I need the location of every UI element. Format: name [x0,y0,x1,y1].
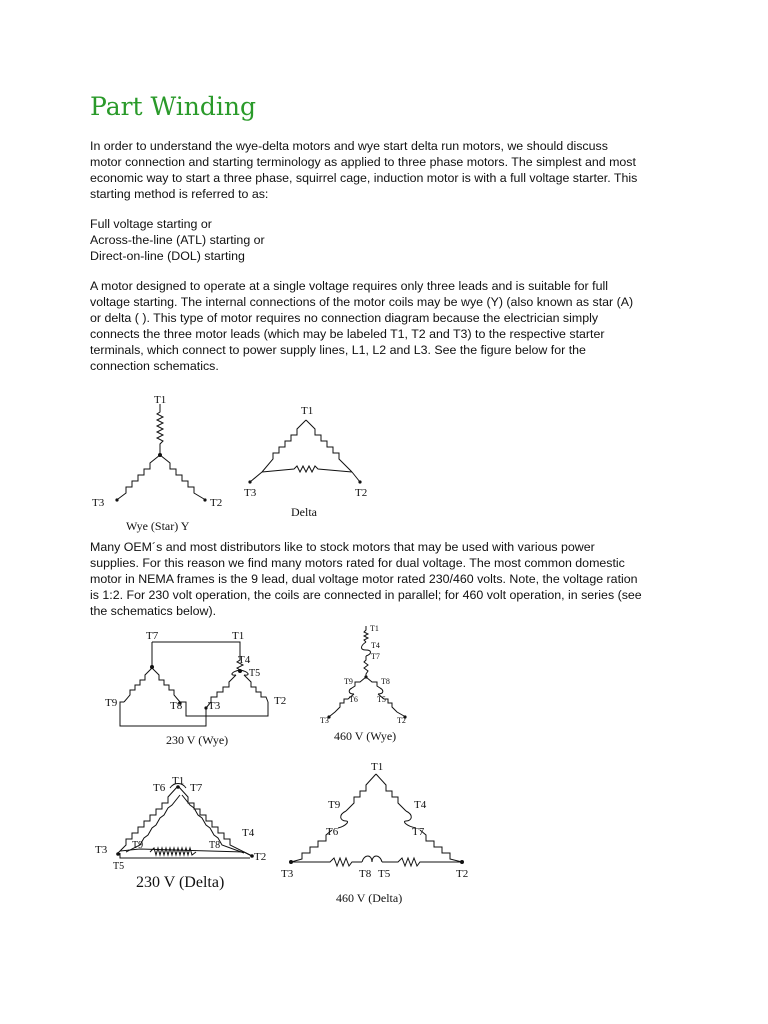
page-title: Part Winding [90,92,257,121]
left-side-upper [346,774,376,811]
node-dot [150,665,154,669]
list-item: Direct-on-line (DOL) starting [90,249,245,263]
terminal-label: T3 [320,716,329,725]
text-line: In order to understand the wye-delta motors and wye start delta run motors, we should discuss [90,139,608,153]
series-joint-t4-t7 [362,642,371,656]
coil-left-t9 [352,677,366,688]
jumper-t9-t3 [120,702,206,726]
terminal-label: T1 [172,775,185,787]
terminal-label: T9 [328,799,341,811]
text-line: Many OEM´s and most distributors like to stock motors that may be used with various power [90,540,595,554]
terminal-label: T7 [371,652,380,661]
delta-side-left [262,420,306,472]
figure-caption: 460 V (Delta) [336,891,403,905]
terminal-label: T1 [371,761,384,773]
terminal-label: T8 [359,868,372,880]
wye-terminal-dot [203,498,206,501]
coil-right-right [244,675,268,702]
text-line: A motor designed to operate at a single voltage requires only three leads and is suitable for full [90,279,608,293]
text-line: the schematics below). [90,604,217,618]
figure-caption: Wye (Star) Y [126,519,190,533]
node-dot [238,669,242,673]
figure-caption: Delta [291,505,317,519]
terminal-label: T3 [281,868,294,880]
wye-230v-diagram [105,630,286,747]
terminal-label: T2 [210,497,223,509]
text-line: voltage starting. The internal connections of the motor coils may be wye (Y) (also known as star (A) [90,295,634,309]
delta-side-bottom [262,466,352,472]
terminal-label: T2 [456,868,469,880]
terminal-label: T9 [344,677,353,686]
delta-diagram [244,405,367,519]
coil-left-upper [124,668,152,702]
text-line: economic way to start a three phase, squirrel cage, induction motor is with a full voltage starter. This [90,171,638,185]
joint-t9-t6 [338,811,348,828]
text-line: terminals, which connect to power supply lines, L1, L2 and L3. See the figure below for the [90,343,586,357]
text-line: is 1:2. For 230 volt operation, the coils are connected in parallel; for 460 volt operation, in series (see [90,588,642,602]
delta-terminal-dot [248,480,251,483]
jumper-t7-t1 [152,642,240,655]
terminal-label: T8 [381,677,390,686]
wye-center-node [158,453,162,457]
right-side-lower [420,830,462,862]
right-side-upper [376,774,406,811]
terminal-label: T6 [153,782,166,794]
node-dot [116,852,120,856]
wye-coil-t2 [160,455,204,499]
coil-t1 [364,626,368,642]
coil-upper-stem [364,656,368,677]
terminal-label: T6 [349,695,358,704]
terminal-label: T4 [242,827,255,839]
outer-left-side [118,786,178,853]
terminal-label: T5 [377,695,386,704]
wye-star-diagram [92,394,222,533]
terminal-label: T4 [371,641,380,650]
terminal-label: T5 [249,668,261,679]
coil-left-right [152,668,180,702]
text-line: motor connection and starting terminology as applied to three phase motors. The simplest and most [90,155,636,169]
terminal-label: T1 [370,624,379,633]
terminal-label: T2 [397,716,406,725]
terminal-label: T4 [414,799,427,811]
list-item: Full voltage starting or [90,217,212,231]
terminal-label: T4 [238,654,251,666]
figure-caption: 230 V (Wye) [166,733,229,747]
delta-230v-diagram [95,775,266,891]
terminal-label: T3 [208,700,221,712]
delta-lead-lines [250,472,360,482]
terminal-label: T5 [378,868,391,880]
coil-right-t8 [366,677,380,688]
delta-460v-diagram [281,761,468,905]
terminal-label: T2 [355,487,368,499]
figure-caption: 230 V (Delta) [136,874,225,891]
return-line [120,853,250,858]
terminal-label: T5 [113,861,125,872]
terminal-label: T1 [232,630,245,642]
terminal-label: T9 [132,840,144,851]
terminal-label: T9 [105,697,118,709]
wye-terminal-dot [115,498,118,501]
wye-460v-diagram [320,624,407,743]
terminal-label: T6 [326,826,339,838]
terminal-label: T3 [95,844,108,856]
terminal-label: T8 [209,840,221,851]
terminal-label: T7 [146,630,159,642]
terminal-label: T1 [301,405,314,417]
text-line: motor in NEMA frames is the 9 lead, dual voltage motor rated 230/460 volts. Note, the voltage ration [90,572,638,586]
terminal-label: T2 [254,851,267,863]
joint-t9-t6 [349,688,354,694]
terminal-label: T7 [412,826,425,838]
delta-terminal-dot [358,480,361,483]
wye-coil-t3 [118,455,160,499]
text-line: or delta ( ). This type of motor requires no connection diagram because the electrician simply [90,311,599,325]
delta-side-right [306,420,352,472]
text-line: supplies. For this reason we find many motors rated for dual voltage. The most common domestic [90,556,625,570]
terminal-label: T8 [170,700,183,712]
terminal-label: T7 [190,782,203,794]
text-line: connection schematics. [90,359,219,373]
figure-caption: 460 V (Wye) [334,729,397,743]
terminal-label: T2 [274,695,287,707]
list-item: Across-the-line (ATL) starting or [90,233,265,247]
jumper-t8-t2 [180,702,268,716]
node-dot [460,860,464,864]
joint-t8-t5 [378,688,383,694]
joint-t8-t5 [362,856,382,862]
node-dot [364,675,367,678]
text-line: connects the three motor leads (which may be labeled T1, T2 and T3) to the respective starter [90,327,605,341]
node-dot [289,860,293,864]
terminal-label: T3 [92,497,105,509]
wye-coil-t1 [157,404,163,455]
text-line: starting method is referred to as: [90,187,269,201]
terminal-label: T1 [154,394,167,406]
terminal-label: T3 [244,487,257,499]
